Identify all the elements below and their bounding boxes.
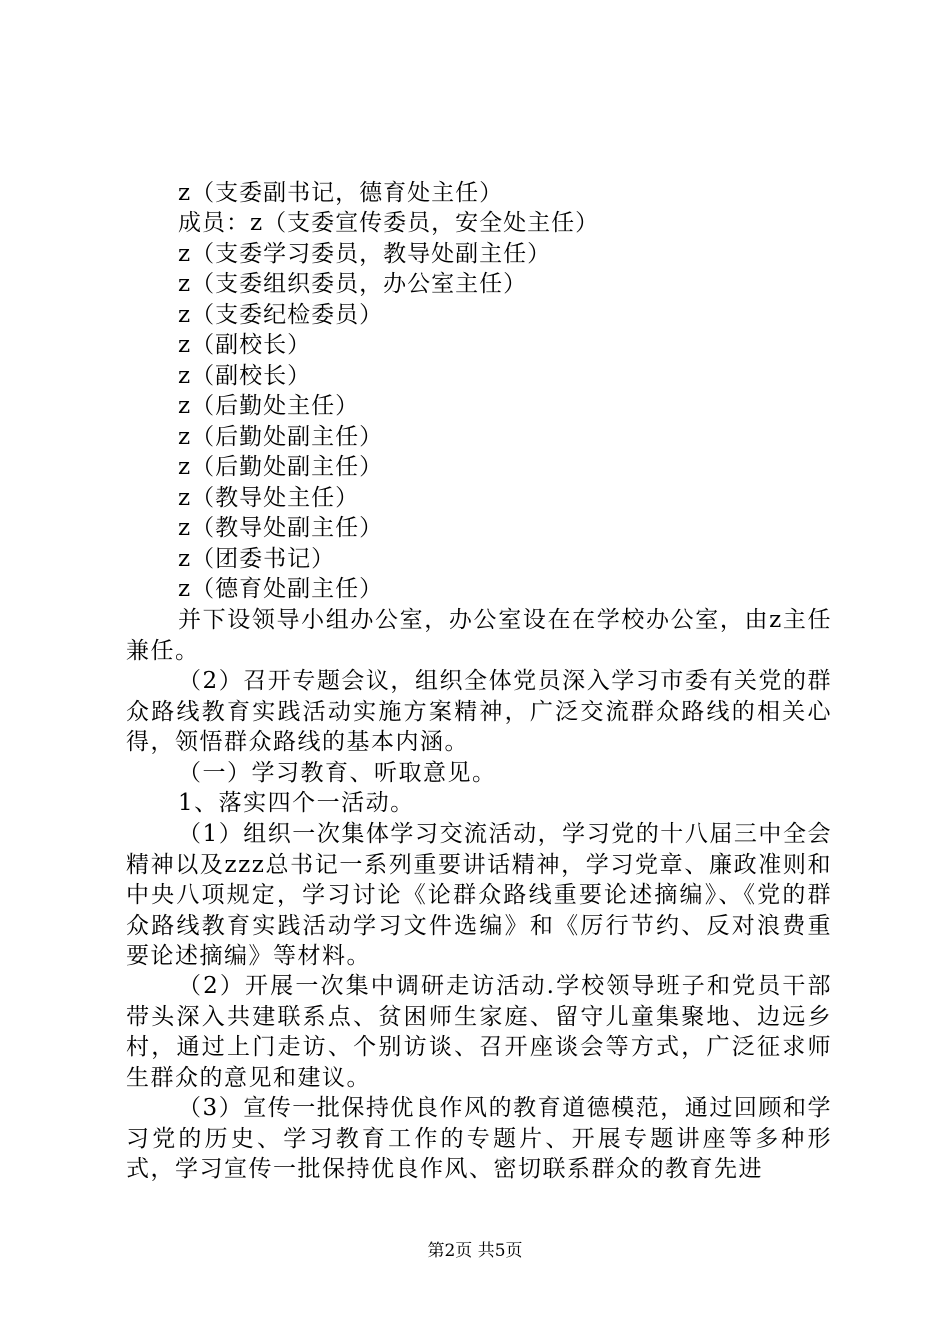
body-paragraph: （2）开展一次集中调研走访活动.学校领导班子和党员干部带头深入共建联系点、贫困师生家庭、留守儿童集聚地、边远乡村，通过上门走访、个别访谈、召开座谈会等方式，广泛征求师生群众的意见和建议。 xyxy=(126,973,832,1091)
member-line: z（支委纪检委员） xyxy=(178,302,384,328)
member-line: z（后勤处副主任） xyxy=(178,424,384,450)
page-number-footer: 第2页 共5页 xyxy=(427,1241,523,1261)
member-line: z（后勤处副主任） xyxy=(178,454,384,480)
member-line: z（支委副书记，德育处主任） xyxy=(178,180,504,206)
member-line: z（团委书记） xyxy=(178,546,336,572)
body-paragraph: （3）宣传一批保持优良作风的教育道德模范，通过回顾和学习党的历史、学习教育工作的专题片、开展专题讲座等多种形式，学习宣传一批保持优良作风、密切联系群众的教育先进 xyxy=(126,1095,832,1182)
member-line: z（德育处副主任） xyxy=(178,576,384,602)
section-heading: （一）学习教育、听取意见。 xyxy=(178,760,497,786)
member-line: z（副校长） xyxy=(178,363,312,389)
body-paragraph: 并下设领导小组办公室，办公室设在在学校办公室，由z主任兼任。 xyxy=(126,607,832,664)
member-line: z（教导处副主任） xyxy=(178,515,384,541)
member-line: z（支委学习委员，教导处副主任） xyxy=(178,241,552,267)
body-paragraph: （2）召开专题会议，组织全体党员深入学习市委有关党的群众路线教育实践活动实施方案精神，广泛交流群众路线的相关心得，领悟群众路线的基本内涵。 xyxy=(126,668,832,755)
member-line: z（副校长） xyxy=(178,332,312,358)
member-line: z（教导处主任） xyxy=(178,485,360,511)
member-line: z（支委组织委员，办公室主任） xyxy=(178,271,528,297)
body-paragraph: （1）组织一次集体学习交流活动，学习党的十八届三中全会精神以及zzz总书记一系列重要讲话精神，学习党章、廉政准则和中央八项规定，学习讨论《论群众路线重要论述摘编》、《党的群众路线教育实践活动学习文件选编》和《厉行节约、反对浪费重要论述摘编》等材料。 xyxy=(126,821,832,969)
member-line: z（后勤处主任） xyxy=(178,393,360,419)
member-line: 成员：z（支委宣传委员，安全处主任） xyxy=(178,210,600,236)
subsection-heading: 1、落实四个一活动。 xyxy=(178,790,415,816)
